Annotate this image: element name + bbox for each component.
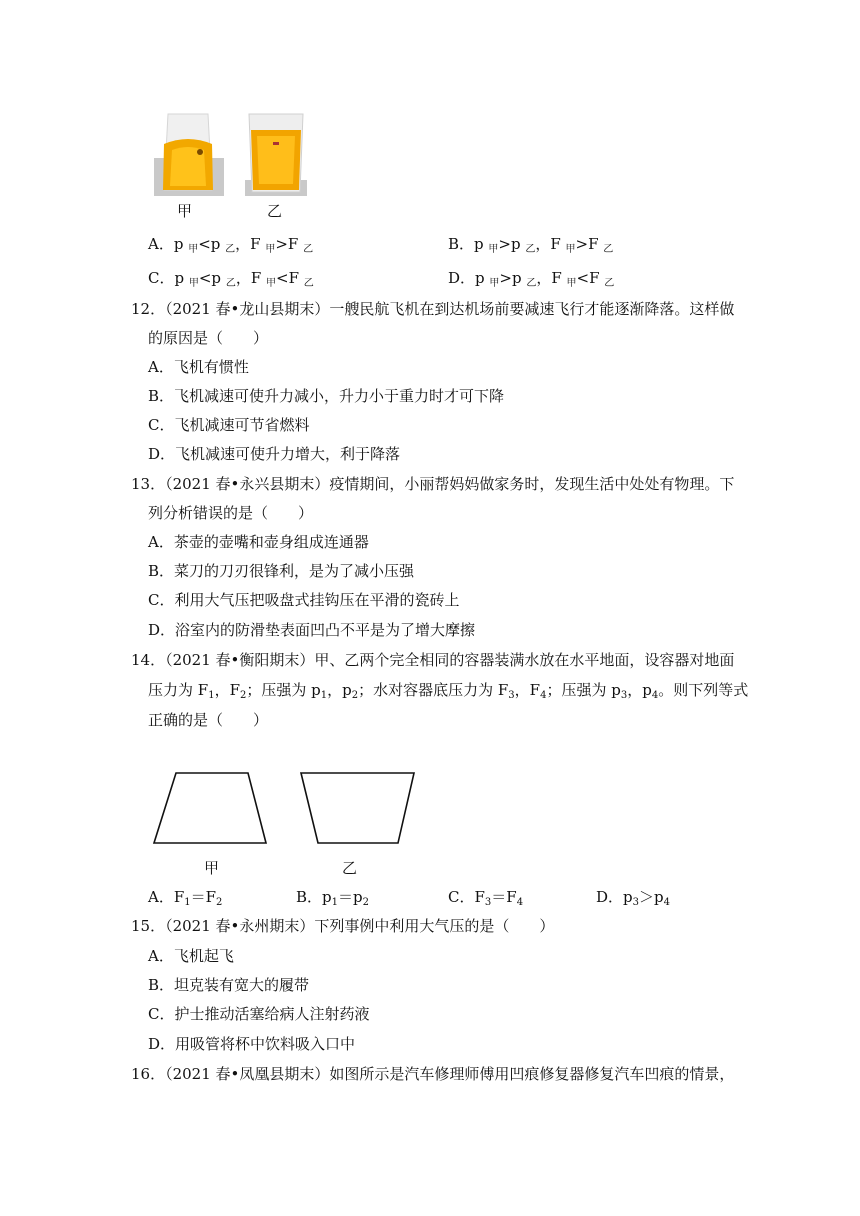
q15-option-d: D．用吸管将杯中饮料吸入口中 — [148, 1035, 356, 1053]
q12-option-a: A．飞机有惯性 — [148, 358, 249, 376]
q15-option-b: B．坦克装有宽大的履带 — [148, 976, 310, 994]
container-jia-diagram — [150, 768, 270, 848]
q11-option-c: C．p $_甲$<p $_乙$，F $_甲$<F $_乙$ — [148, 269, 314, 289]
q14-stem-line3: 正确的是（ ） — [148, 711, 269, 729]
q14-option-a: A．$F_1=F_2$ — [148, 888, 223, 908]
q12-option-b: B．飞机减速可使升力减小，升力小于重力时才可下降 — [148, 387, 505, 405]
q12-stem-line2: 的原因是（ ） — [148, 329, 269, 347]
cup-jia-image — [150, 110, 228, 198]
q11-option-a: A．p $_甲$<p $_乙$，F $_甲$>F $_乙$ — [148, 235, 314, 255]
cup-jia-label: 甲 — [177, 202, 193, 220]
q15-option-a: A．飞机起飞 — [148, 947, 234, 965]
q15-stem-line1: 15．（2021 春•永州期末）下列事例中利用大气压的是（ ） — [131, 917, 555, 935]
q15-option-c: C．护士推动活塞给病人注射药液 — [148, 1005, 370, 1023]
cup-yi-image — [243, 110, 309, 198]
q11-option-b: B．p $_甲$>p $_乙$，F $_甲$>F $_乙$ — [448, 235, 614, 255]
q14-option-c: C．$F_3=F_4$ — [448, 888, 524, 908]
q16-stem-line1: 16．（2021 春•凤凰县期末）如图所示是汽车修理师傅用凹痕修复器修复汽车凹痕的情景， — [131, 1065, 735, 1083]
q13-option-a: A．茶壶的壶嘴和壶身组成连通器 — [148, 533, 369, 551]
q12-stem-line1: 12．（2021 春•龙山县期末）一艘民航飞机在到达机场前要减速飞行才能逐渐降落。这样做 — [131, 300, 735, 318]
container-yi-diagram — [298, 768, 418, 848]
q13-stem-line2: 列分析错误的是（ ） — [148, 504, 314, 522]
q13-option-d: D．浴室内的防滑垫表面凹凸不平是为了增大摩擦 — [148, 621, 476, 639]
q13-stem-line1: 13．（2021 春•永兴县期末）疫情期间，小丽帮妈妈做家务时，发现生活中处处有物理。下 — [131, 475, 735, 493]
container-yi-label: 乙 — [342, 859, 358, 877]
q14-option-d: D．$p_3>p_4$ — [596, 888, 670, 908]
q11-option-d: D．p $_甲$>p $_乙$，F $_甲$<F $_乙$ — [448, 269, 615, 289]
q13-option-b: B．菜刀的刀刃很锋利，是为了减小压强 — [148, 562, 415, 580]
q14-stem-line2: 压力为 $F_1$，$F_2$；压强为 $p_1$，$p_2$；水对容器底压力为 $F_3$，$F_4$；压强为 $p_3$，$p_4$。则下列等式 — [148, 681, 749, 701]
q13-option-c: C．利用大气压把吸盘式挂钩压在平滑的瓷砖上 — [148, 591, 460, 609]
container-jia-label: 甲 — [204, 859, 220, 877]
q14-stem-line1: 14．（2021 春•衡阳期末）甲、乙两个完全相同的容器装满水放在水平地面，设容器对地面 — [131, 651, 735, 669]
q12-option-c: C．飞机减速可节省燃料 — [148, 416, 310, 434]
cup-yi-label: 乙 — [267, 202, 283, 220]
q12-option-d: D．飞机减速可使升力增大，利于降落 — [148, 445, 401, 463]
q14-option-b: B．$p_1=p_2$ — [296, 888, 369, 908]
